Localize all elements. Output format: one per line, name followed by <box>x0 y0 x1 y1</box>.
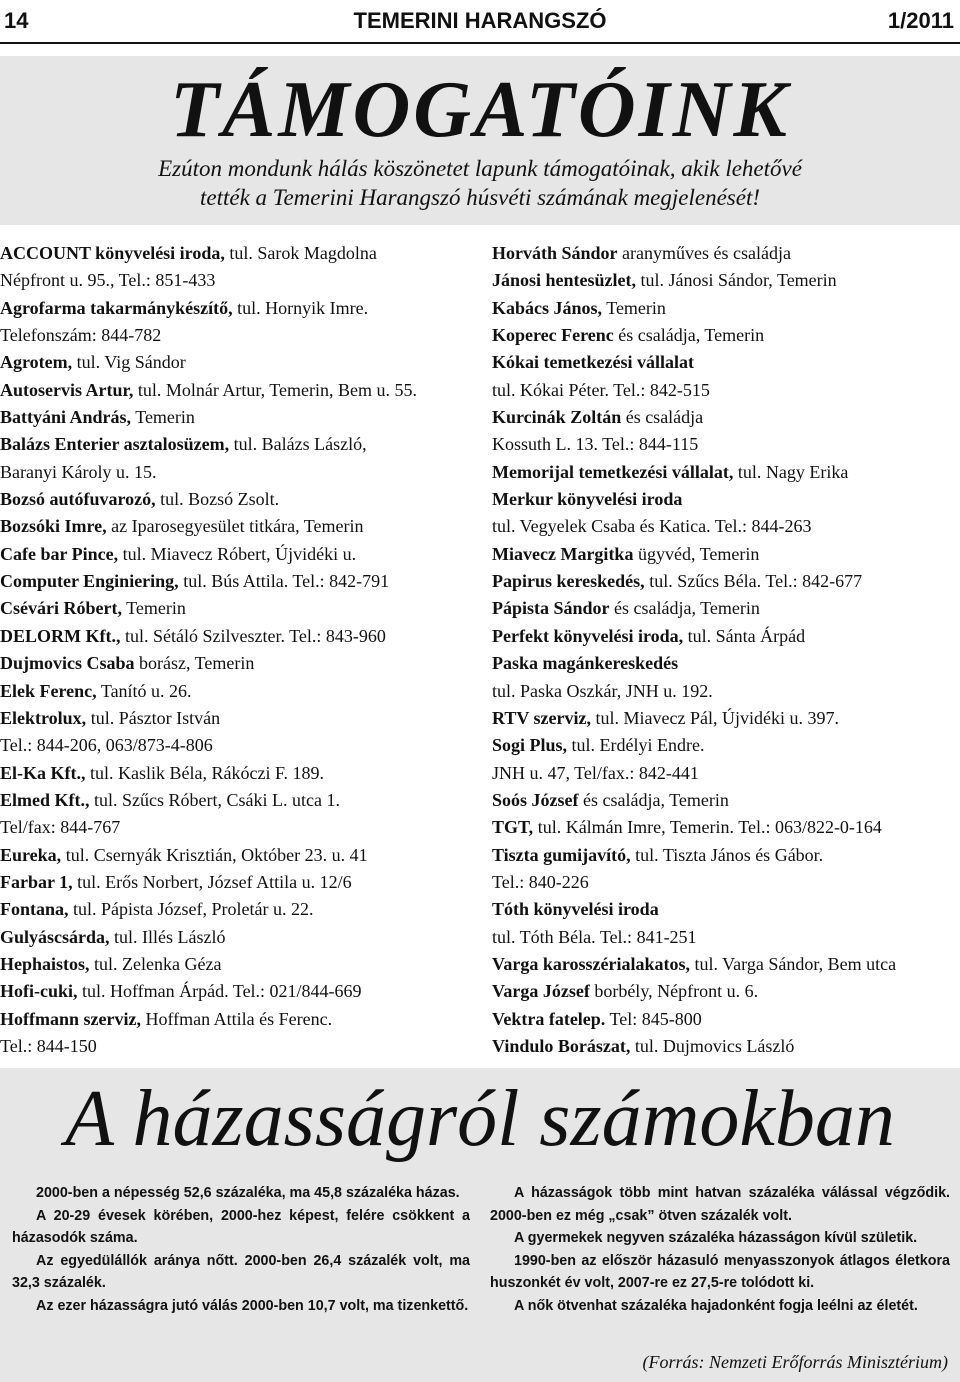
supporter-details: tul. Szűcs Béla. Tel.: 842-677 <box>644 571 863 592</box>
supporter-name: Soós József <box>492 789 579 810</box>
supporter-entry <box>492 240 956 267</box>
supporter-entry <box>0 595 470 622</box>
supporter-details: és családja, Temerin <box>609 598 760 619</box>
stat-paragraph: Az egyedülállók aránya nőtt. 2000-ben 26,4 százalék volt, ma 32,3 százalék. <box>12 1252 470 1291</box>
supporter-details: tul. Illés László <box>109 926 226 947</box>
supporter-entry <box>492 705 956 732</box>
supporter-entry <box>0 732 470 759</box>
supporter-details: tul. Sarok Magdolna <box>224 243 377 263</box>
supporter-details: tul. Balázs László, <box>229 434 367 455</box>
supporter-name: Pápista Sándor <box>492 598 610 619</box>
supporter-entry <box>492 760 956 787</box>
supporter-entry <box>0 678 470 705</box>
supporter-name: El-Ka Kft., <box>0 762 86 783</box>
supporter-entry <box>0 1006 470 1033</box>
supporter-entry <box>0 322 470 349</box>
supporter-name: Memorijal temetkezési vállalat, <box>492 461 734 482</box>
supporter-entry <box>492 295 956 322</box>
supporter-entry <box>492 842 956 869</box>
supporter-details: tul. Erős Norbert, József Attila u. 12/6 <box>72 871 352 892</box>
supporter-name: Vindulo Borászat, <box>492 1035 631 1056</box>
supporter-details: tul. Kókai Péter. Tel.: 842-515 <box>492 379 710 400</box>
marriage-stats-box <box>0 1068 960 1382</box>
supporter-entry <box>0 705 470 732</box>
supporter-entry <box>0 267 470 294</box>
supporter-details: tul. Miavecz Pál, Újvidéki u. 397. <box>591 707 839 728</box>
supporter-entry <box>0 295 470 322</box>
supporter-name: Hoffmann szerviz, <box>0 1008 141 1029</box>
supporter-details: tul. Sánta Árpád <box>683 625 806 646</box>
supporter-entry <box>0 240 470 267</box>
supporter-name: RTV szerviz, <box>492 707 592 728</box>
supporter-details: tul. Varga Sándor, Bem utca <box>690 953 897 974</box>
supporter-entry <box>0 896 470 923</box>
supporter-name: Varga József <box>492 981 590 1002</box>
supporter-details: tul. Pápista József, Proletár u. 22. <box>68 899 314 920</box>
supporter-name: Dujmovics Csaba <box>0 653 135 674</box>
supporter-details: tul. Pásztor István <box>86 707 221 728</box>
supporter-entry <box>492 267 956 294</box>
supporter-details: Telefonszám: 844-782 <box>0 325 162 346</box>
supporter-details: tul. Paska Oszkár, JNH u. 192. <box>492 680 713 701</box>
supporter-name: Merkur könyvelési iroda <box>492 489 683 510</box>
supporter-name: Bozsó autófuvarozó, <box>0 489 156 510</box>
supporter-details: és családja <box>621 407 704 428</box>
supporter-entry <box>492 459 956 486</box>
supporter-details: aranyműves és családja <box>617 243 791 263</box>
supporter-entry <box>492 869 956 896</box>
supporter-details: tul. Zelenka Géza <box>89 953 222 974</box>
supporter-entry <box>0 1033 470 1060</box>
stat-paragraph: 1990-ben az először házasuló menyasszonyok átlagos életkora huszonkét év volt, 2007-re ez 27,5-re tolódott ki. <box>490 1252 950 1291</box>
stat-paragraph: A házasságok több mint hatvan százaléka válással végződik. 2000-ben ez még „csak” ötven százalék volt. <box>490 1185 950 1224</box>
supporter-details: tul. Csernyák Krisztián, Október 23. u. 41 <box>61 844 368 865</box>
supporter-details: tul. Miavecz Róbert, Újvidéki u. <box>118 543 357 564</box>
issue-number: 1/2011 <box>887 8 954 33</box>
supporter-name: Sogi Plus, <box>492 735 568 756</box>
supporter-entry <box>0 650 470 677</box>
supporter-name: Elmed Kft., <box>0 789 90 810</box>
supporter-details: Kossuth L. 13. Tel.: 844-115 <box>492 434 699 455</box>
supporter-entry <box>492 978 956 1005</box>
supporter-entry <box>0 787 470 814</box>
supporter-entry <box>492 787 956 814</box>
stat-paragraph: Az ezer házasságra jutó válás 2000-ben 10,7 volt, ma tizenkettő. <box>36 1297 469 1314</box>
supporter-name: Battyáni András, <box>0 407 132 428</box>
supporter-entry <box>0 541 470 568</box>
supporter-entry <box>492 678 956 705</box>
supporter-name: Tiszta gumijavító, <box>492 844 631 865</box>
supporter-details: Temerin <box>131 407 195 428</box>
supporter-entry <box>0 869 470 896</box>
supporter-entry <box>492 541 956 568</box>
supporter-entry <box>0 377 470 404</box>
source-note: (Forrás: Nemzeti Erőforrás Minisztérium) <box>642 1352 948 1372</box>
supporter-entry <box>0 459 470 486</box>
supporter-name: Miavecz Margitka <box>492 543 634 564</box>
supporter-details: tul. Tiszta János és Gábor. <box>630 844 824 865</box>
supporter-entry <box>492 1033 956 1060</box>
stat-paragraph: 2000-ben a népesség 52,6 százaléka, ma 45,8 százaléka házas. <box>36 1185 460 1201</box>
supporter-entry <box>0 623 470 650</box>
supporter-details: tul. Kálmán Imre, Temerin. Tel.: 063/822-0-164 <box>533 817 882 838</box>
supporter-entry <box>0 978 470 1005</box>
supporter-name: Balázs Enterier asztalosüzem, <box>0 434 230 455</box>
subtitle-line: tették a Temerini Harangszó húsvéti számának megjelenését! <box>200 185 760 210</box>
supporter-entry <box>492 1006 956 1033</box>
supporter-entry <box>492 568 956 595</box>
supporter-details: JNH u. 47, Tel/fax.: 842-441 <box>492 762 699 783</box>
supporters-list-right <box>492 240 956 1060</box>
supporter-details: tul. Vig Sándor <box>72 352 186 373</box>
supporter-name: Eureka, <box>0 844 62 865</box>
supporter-details: borbély, Népfront u. 6. <box>589 981 759 1002</box>
marriage-heading: A házasságról számokban <box>65 1075 895 1163</box>
supporter-name: Kurcinák Zoltán <box>492 407 622 428</box>
supporter-details: Hoffman Attila és Ferenc. <box>140 1008 333 1029</box>
supporter-name: Autoservis Artur, <box>0 379 134 400</box>
supporter-name: Hofi-cuki, <box>0 981 78 1002</box>
supporter-details: tul. Hoffman Árpád. Tel.: 021/844-669 <box>77 981 362 1002</box>
supporter-entry <box>0 404 470 431</box>
supporter-entry <box>0 486 470 513</box>
supporter-name: Horváth Sándor <box>492 243 618 263</box>
supporters-heading: TÁMOGATÓINK <box>170 66 790 154</box>
supporter-details: tul. Tóth Béla. Tel.: 841-251 <box>492 926 697 947</box>
supporter-details: az Iparosegyesület titkára, Temerin <box>106 516 364 537</box>
supporter-entry <box>492 595 956 622</box>
supporters-title-box <box>0 56 960 225</box>
supporter-entry <box>0 760 470 787</box>
marriage-column-left <box>12 1182 470 1317</box>
supporter-details: tul. Hornyik Imre. <box>232 297 369 318</box>
supporter-entry <box>492 623 956 650</box>
supporter-entry <box>492 404 956 431</box>
supporter-details: tul. Bozsó Zsolt. <box>155 489 280 510</box>
supporter-entry <box>492 322 956 349</box>
supporter-name: Bozsóki Imre, <box>0 516 107 537</box>
supporter-name: Perfekt könyvelési iroda, <box>492 625 684 646</box>
supporter-details: Tel.: 844-206, 063/873-4-806 <box>0 735 213 756</box>
supporter-name: Varga karosszérialakatos, <box>492 953 690 974</box>
supporter-details: tul. Sétáló Szilveszter. Tel.: 843-960 <box>120 625 386 646</box>
supporter-details: tul. Nagy Erika <box>733 461 849 482</box>
supporter-name: Jánosi hentesüzlet, <box>492 270 636 291</box>
supporter-name: Hephaistos, <box>0 953 90 974</box>
supporter-entry <box>492 513 956 540</box>
supporter-details: Tel.: 844-150 <box>0 1035 97 1056</box>
supporter-name: Kabács János, <box>492 297 603 318</box>
supporter-entry <box>0 431 470 458</box>
supporter-details: Népfront u. 95., Tel.: 851-433 <box>0 270 216 291</box>
supporter-name: Papirus kereskedés, <box>492 571 645 592</box>
supporter-entry <box>492 349 956 376</box>
supporter-entry <box>492 732 956 759</box>
supporter-details: ügyvéd, Temerin <box>633 543 760 564</box>
supporter-details: tul. Dujmovics László <box>630 1035 795 1056</box>
supporter-details: tul. Erdélyi Endre. <box>567 735 705 756</box>
publication-title: TEMERINI HARANGSZÓ <box>353 8 607 33</box>
supporter-entry <box>0 951 470 978</box>
supporter-name: TGT, <box>492 817 534 838</box>
subtitle-line: Ezúton mondunk hálás köszönetet lapunk támogatóinak, akik lehetővé <box>158 156 802 181</box>
supporters-list-left <box>0 240 470 1060</box>
stat-paragraph: A nők ötvenhat százaléka hajadonként fogja leélni az életét. <box>514 1297 918 1314</box>
supporter-name: Elek Ferenc, <box>0 680 97 701</box>
supporter-entry <box>0 349 470 376</box>
supporter-name: ACCOUNT könyvelési iroda, <box>0 243 225 263</box>
supporter-details: tul. Bús Attila. Tel.: 842-791 <box>178 571 390 592</box>
supporter-details: Tel: 845-800 <box>605 1008 702 1029</box>
supporter-details: Tel/fax: 844-767 <box>0 817 121 838</box>
header-divider <box>0 42 960 44</box>
supporter-name: Gulyáscsárda, <box>0 926 110 947</box>
marriage-column-right <box>490 1182 950 1317</box>
supporter-name: Agrotem, <box>0 352 73 373</box>
supporter-details: Temerin <box>602 297 666 318</box>
supporter-entry <box>492 814 956 841</box>
supporter-name: Fontana, <box>0 899 69 920</box>
supporter-name: Cafe bar Pince, <box>0 543 119 564</box>
supporter-entry <box>492 486 956 513</box>
supporter-details: tul. Kaslik Béla, Rákóczi F. 189. <box>85 762 325 783</box>
supporter-name: Koperec Ferenc <box>492 325 614 346</box>
supporter-details: tul. Molnár Artur, Temerin, Bem u. 55. <box>133 379 417 400</box>
supporter-entry <box>0 924 470 951</box>
supporter-details: tul. Szűcs Róbert, Csáki L. utca 1. <box>89 789 340 810</box>
supporter-entry <box>492 951 956 978</box>
supporter-name: DELORM Kft., <box>0 625 121 646</box>
supporter-details: Tanító u. 26. <box>96 680 192 701</box>
supporter-entry <box>492 650 956 677</box>
supporter-name: Vektra fatelep. <box>492 1008 606 1029</box>
supporter-name: Farbar 1, <box>0 871 73 892</box>
supporter-entry <box>0 842 470 869</box>
page-header <box>0 0 960 42</box>
supporter-name: Kókai temetkezési vállalat <box>492 352 694 373</box>
supporter-details: tul. Vegyelek Csaba és Katica. Tel.: 844-263 <box>492 516 812 537</box>
supporter-name: Paska magánkereskedés <box>492 653 679 674</box>
page-number: 14 <box>4 8 29 33</box>
supporter-name: Csévári Róbert, <box>0 598 122 619</box>
supporter-details: borász, Temerin <box>134 653 255 674</box>
supporter-name: Computer Enginiering, <box>0 571 179 592</box>
supporter-name: Tóth könyvelési iroda <box>492 899 659 920</box>
stat-paragraph: A 20-29 évesek körében, 2000-hez képest, felére csökkent a házasodók száma. <box>12 1207 470 1246</box>
supporters-subtitle <box>0 154 960 212</box>
supporter-entry <box>492 431 956 458</box>
supporter-entry <box>0 814 470 841</box>
stat-paragraph: A gyermekek negyven százaléka házasságon kívül születik. <box>514 1230 918 1246</box>
supporter-entry <box>0 513 470 540</box>
supporter-details: és családja, Temerin <box>613 325 765 346</box>
supporter-name: Agrofarma takarmánykészítő, <box>0 297 233 318</box>
supporter-name: Elektrolux, <box>0 707 87 728</box>
supporter-details: Temerin <box>121 598 186 619</box>
supporter-entry <box>492 377 956 404</box>
supporter-details: Tel.: 840-226 <box>492 871 589 892</box>
supporter-entry <box>0 568 470 595</box>
supporter-details: tul. Jánosi Sándor, Temerin <box>636 270 837 291</box>
supporter-entry <box>492 924 956 951</box>
supporter-details: és családja, Temerin <box>578 789 729 810</box>
supporter-details: Baranyi Károly u. 15. <box>0 461 157 482</box>
supporter-entry <box>492 896 956 923</box>
